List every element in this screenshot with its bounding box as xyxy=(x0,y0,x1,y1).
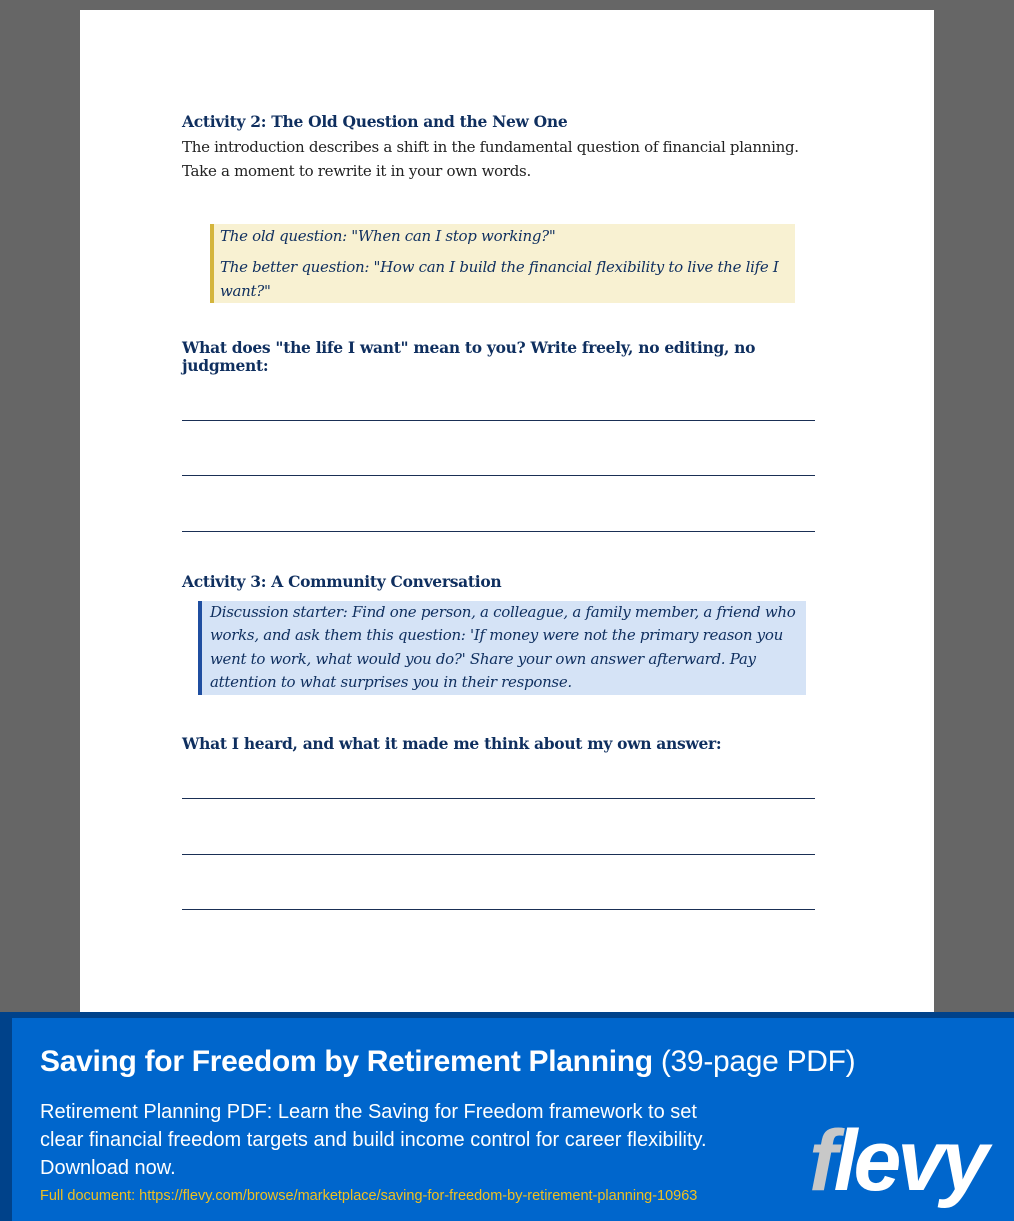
activity-2-intro: The introduction describes a shift in the fundamental question of financial planning. Take a moment to rewrite it in your own words. xyxy=(182,138,799,180)
banner-title[interactable] xyxy=(40,1044,1000,1080)
banner-title-text: Saving for Freedom by Retirement Planning xyxy=(40,1045,653,1078)
flevy-logo[interactable] xyxy=(809,1113,986,1209)
prompt-what-i-heard: What I heard, and what it made me think about my own answer: xyxy=(182,734,722,753)
answer-line[interactable] xyxy=(182,798,815,799)
answer-line[interactable] xyxy=(182,420,815,421)
better-question: The better question: "How can I build the financial flexibility to live the life I want?" xyxy=(220,258,779,300)
prompt-life-i-want: What does "the life I want" mean to you? Write freely, no editing, no judgment: xyxy=(182,338,756,375)
banner-page-count: (39-page PDF) xyxy=(660,1045,856,1078)
logo-f: f xyxy=(809,1113,834,1209)
activity-3-heading: Activity 3: A Community Conversation xyxy=(182,572,502,591)
document-page xyxy=(80,10,934,1020)
answer-line[interactable] xyxy=(182,475,815,476)
answer-line[interactable] xyxy=(182,909,815,910)
answer-line[interactable] xyxy=(182,854,815,855)
activity-2-heading: Activity 2: The Old Question and the New One xyxy=(182,112,568,131)
answer-line[interactable] xyxy=(182,531,815,532)
discussion-callout: Discussion starter: Find one person, a colleague, a family member, a friend who works, and ask them this question: 'If money were not the primary reason you went to work, what would you do?' Share your own answer afterward. Pay attention to what surprises you in their response. xyxy=(198,601,806,695)
logo-rest: levy xyxy=(833,1113,986,1209)
question-callout xyxy=(210,224,795,303)
banner-description: Retirement Planning PDF: Learn the Saving for Freedom framework to set clear financial freedom targets and build income control for career flexibility. Download now. xyxy=(40,1101,707,1179)
promo-banner xyxy=(0,1012,1014,1221)
banner-url-link[interactable]: Full document: https://flevy.com/browse/marketplace/saving-for-freedom-by-retirement-planning-10963 xyxy=(40,1188,698,1204)
old-question: The old question: "When can I stop working?" xyxy=(220,227,556,245)
